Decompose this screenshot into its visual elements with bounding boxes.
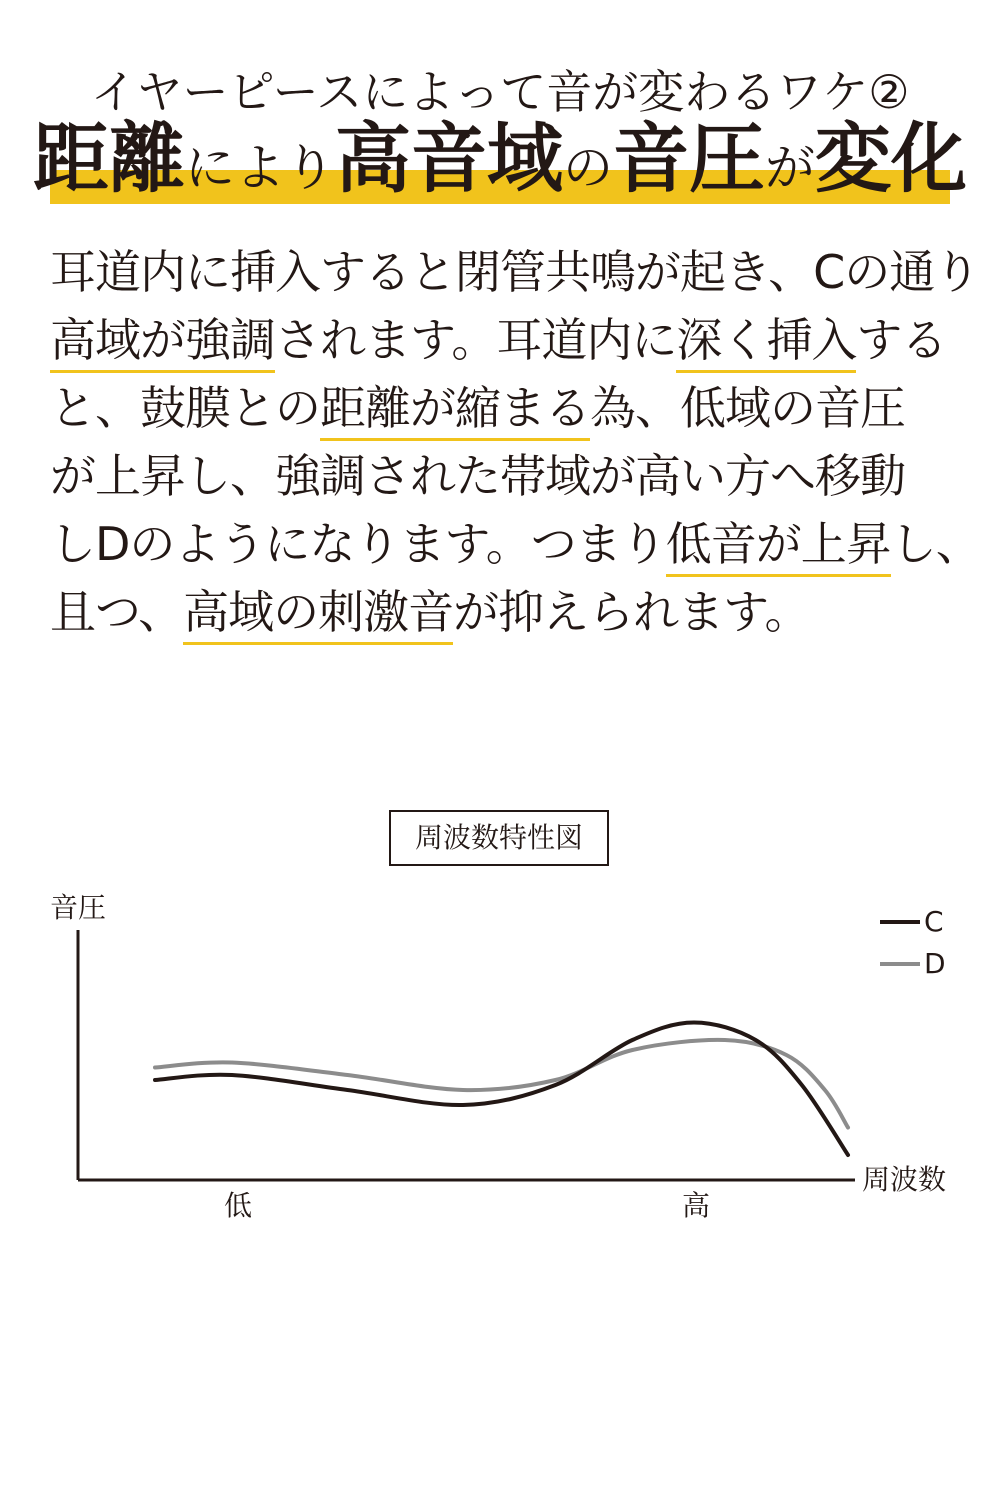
body-text-segment: と、鼓膜との [50,381,320,435]
highlighted-phrase: 高域の刺激音 [183,585,453,645]
body-text [50,238,981,646]
legend-item-d [880,946,946,982]
body-text-segment: が上昇し、強調された帯域が高い方へ移動 [50,449,905,503]
body-text-segment: 為、低域の音圧 [590,381,905,435]
body-line [50,306,955,374]
x-axis-label: 周波数 [862,1163,947,1196]
body-text-segment: 耳道内に挿入すると閉管共鳴が起き、Cの通り [50,245,980,299]
body-text-segment: 且つ、 [50,585,184,639]
headline-part: 距離 [33,114,185,203]
body-text-segment: しDのようになります。つまり [50,517,666,571]
legend-label-c: C [924,905,944,938]
body-line [50,442,955,510]
body-line [50,510,981,578]
headline-part: が [765,139,815,197]
x-tick-high: 高 [682,1189,711,1222]
legend-item-c [880,904,944,940]
legend-label-d: D [924,947,946,980]
highlighted-phrase: 高域が強調 [50,313,275,373]
headline-part: の [563,139,613,197]
series-line-d [155,1040,848,1128]
headline-part: 変化 [815,114,967,203]
y-axis-label: 音圧 [50,891,107,924]
body-text-segment: されます。耳道内に [275,313,677,367]
chart-title: 周波数特性図 [389,810,609,866]
headline-part: 高音域 [335,114,563,203]
headline-part: 音圧 [613,114,765,203]
highlighted-phrase: 低音が上昇 [666,517,891,577]
headline-part: により [185,139,335,197]
x-tick-low: 低 [224,1189,253,1222]
highlighted-phrase: 距離が縮まる [320,381,590,441]
legend-swatch-d [880,962,920,966]
legend-swatch-c [880,920,920,924]
subtitle: イヤーピースによって音が変わるワケ② [90,65,910,119]
body-line [50,238,980,306]
body-text-segment: が抑えられます。 [453,585,810,639]
headline [0,114,1000,225]
body-text-segment: する [856,313,947,367]
body-text-segment: し、 [890,517,981,571]
body-line [50,374,955,442]
highlighted-phrase: 深く挿入 [676,313,856,373]
body-line [50,578,955,646]
